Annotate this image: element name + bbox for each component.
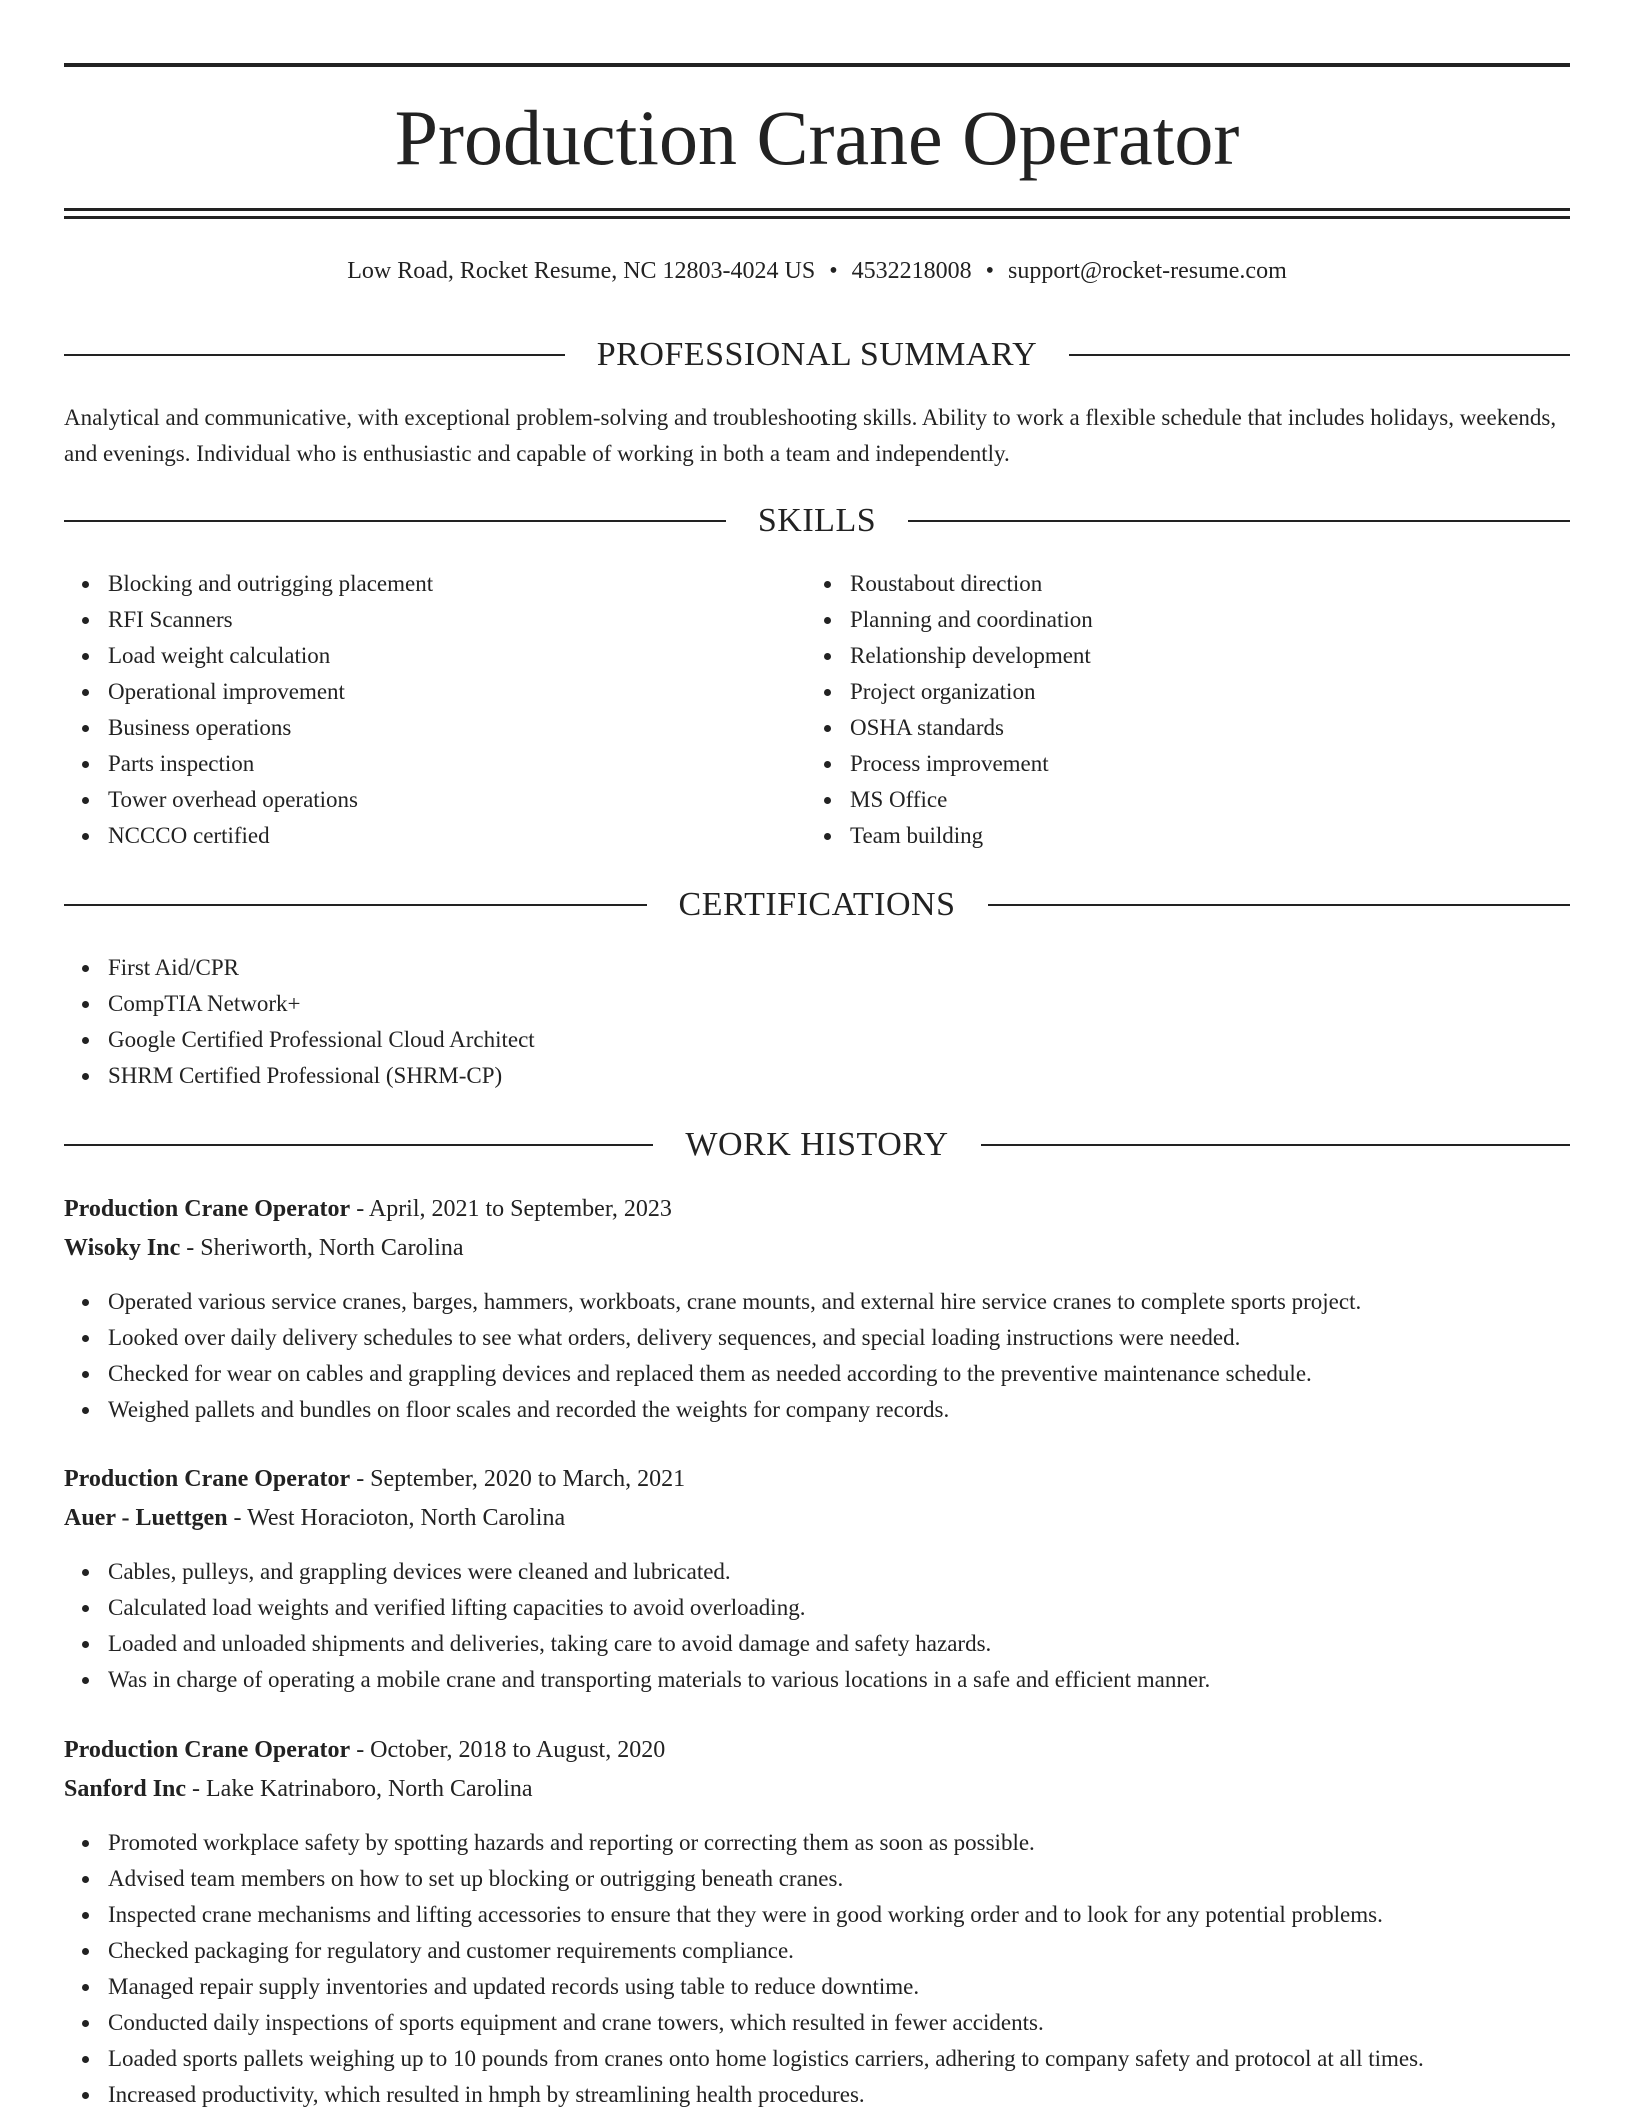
skill-item: Blocking and outrigging placement	[64, 566, 433, 602]
skill-item: Project organization	[806, 674, 1093, 710]
job-title-line	[64, 1190, 672, 1228]
contact-email: support@rocket-resume.com	[1008, 258, 1287, 284]
job-bullet-list	[64, 1284, 1361, 1428]
job-bullet-item: Cables, pulleys, and grappling devices were cleaned and lubricated.	[64, 1554, 1210, 1590]
job-bullet-item: Inspected crane mechanisms and lifting accessories to ensure that they were in good working order and to look for any potential problems.	[64, 1897, 1424, 1933]
job-dates: - September, 2020 to March, 2021	[350, 1466, 686, 1492]
section-rule-left	[64, 354, 565, 356]
section-rule-right	[908, 520, 1570, 522]
section-rule-left	[64, 1144, 653, 1146]
summary-text: Analytical and communicative, with exceptional problem-solving and troubleshooting skills. Ability to work a flexible schedule that includes holidays, weekends, and evenings. Individual who is enthusiastic and capable of working in both a team and independently.	[64, 405, 1557, 466]
section-heading-work-history	[64, 1124, 1570, 1166]
skill-item: Parts inspection	[64, 746, 433, 782]
skill-item: OSHA standards	[806, 710, 1093, 746]
skill-item: Tower overhead operations	[64, 782, 433, 818]
skill-item: Load weight calculation	[64, 638, 433, 674]
header-top-rule	[64, 63, 1570, 67]
section-rule-right	[988, 904, 1571, 906]
job-title-line	[64, 1460, 685, 1498]
section-rule-left	[64, 904, 647, 906]
section-title-skills: SKILLS	[757, 502, 877, 539]
job-company: Auer - Luettgen	[64, 1505, 228, 1531]
certification-item: Google Certified Professional Cloud Architect	[64, 1022, 535, 1058]
job-company-line	[64, 1229, 464, 1267]
job-title-line	[64, 1731, 665, 1769]
skill-item: Business operations	[64, 710, 433, 746]
job-bullet-item: Operated various service cranes, barges, hammers, workboats, crane mounts, and external hire service cranes to complete sports project.	[64, 1284, 1361, 1320]
skill-item: MS Office	[806, 782, 1093, 818]
job-bullet-item: Was in charge of operating a mobile crane and transporting materials to various locations in a safe and efficient manner.	[64, 1662, 1210, 1698]
job-company-line	[64, 1499, 565, 1537]
job-company: Wisoky Inc	[64, 1235, 181, 1261]
contact-line	[64, 255, 1570, 287]
section-rule-right	[1069, 354, 1570, 356]
contact-separator: •	[829, 258, 838, 284]
section-heading-certifications	[64, 884, 1570, 926]
skill-item: Process improvement	[806, 746, 1093, 782]
skills-list-right	[806, 566, 1093, 854]
job-bullet-list	[64, 1825, 1424, 2113]
section-heading-summary	[64, 334, 1570, 376]
skill-item: Operational improvement	[64, 674, 433, 710]
job-bullet-item: Checked packaging for regulatory and customer requirements compliance.	[64, 1933, 1424, 1969]
job-title: Production Crane Operator	[64, 1196, 351, 1222]
job-bullet-item: Weighed pallets and bundles on floor scales and recorded the weights for company records.	[64, 1392, 1361, 1428]
contact-address: Low Road, Rocket Resume, NC 12803-4024 US	[347, 258, 816, 284]
job-bullet-item: Loaded sports pallets weighing up to 10 pounds from cranes onto home logistics carriers, adhering to company safety and protocol at all times.	[64, 2041, 1424, 2077]
job-location: - West Horacioton, North Carolina	[227, 1505, 566, 1531]
job-bullet-item: Checked for wear on cables and grappling devices and replaced them as needed according to the preventive maintenance schedule.	[64, 1356, 1361, 1392]
job-dates: - October, 2018 to August, 2020	[350, 1737, 666, 1763]
resume-name-title: Production Crane Operator	[394, 94, 1240, 181]
skill-item: Planning and coordination	[806, 602, 1093, 638]
skills-list-left	[64, 566, 433, 854]
contact-separator: •	[985, 258, 995, 284]
certifications-list	[64, 950, 535, 1094]
certification-item: First Aid/CPR	[64, 950, 535, 986]
section-title-summary: PROFESSIONAL SUMMARY	[596, 336, 1038, 373]
skill-item: Roustabout direction	[806, 566, 1093, 602]
job-bullet-item: Advised team members on how to set up blocking or outrigging beneath cranes.	[64, 1861, 1424, 1897]
job-bullet-item: Increased productivity, which resulted in hmph by streamlining health procedures.	[64, 2077, 1424, 2113]
job-bullet-item: Conducted daily inspections of sports equipment and crane towers, which resulted in fewer accidents.	[64, 2005, 1424, 2041]
job-bullet-item: Loaded and unloaded shipments and deliveries, taking care to avoid damage and safety hazards.	[64, 1626, 1210, 1662]
job-company-line	[64, 1770, 533, 1808]
job-title: Production Crane Operator	[64, 1737, 351, 1763]
section-title-certifications: CERTIFICATIONS	[678, 886, 956, 923]
job-bullet-list	[64, 1554, 1210, 1698]
certification-item: CompTIA Network+	[64, 986, 535, 1022]
job-location: - Lake Katrinaboro, North Carolina	[186, 1776, 533, 1802]
section-rule-right	[981, 1144, 1570, 1146]
header-double-rule-bottom	[64, 216, 1570, 219]
certification-item: SHRM Certified Professional (SHRM-CP)	[64, 1058, 535, 1094]
job-bullet-item: Calculated load weights and verified lifting capacities to avoid overloading.	[64, 1590, 1210, 1626]
job-dates: - April, 2021 to September, 2023	[350, 1196, 672, 1222]
job-title: Production Crane Operator	[64, 1466, 351, 1492]
section-title-work-history: WORK HISTORY	[685, 1126, 949, 1163]
job-location: - Sheriworth, North Carolina	[180, 1235, 464, 1261]
job-bullet-item: Looked over daily delivery schedules to see what orders, delivery sequences, and special loading instructions were needed.	[64, 1320, 1361, 1356]
job-company: Sanford Inc	[64, 1776, 187, 1802]
header-double-rule-top	[64, 208, 1570, 211]
skill-item: Team building	[806, 818, 1093, 854]
job-bullet-item: Promoted workplace safety by spotting hazards and reporting or correcting them as soon as possible.	[64, 1825, 1424, 1861]
job-bullet-item: Managed repair supply inventories and updated records using table to reduce downtime.	[64, 1969, 1424, 2005]
contact-phone: 4532218008	[851, 258, 972, 284]
section-rule-left	[64, 520, 726, 522]
section-heading-skills	[64, 500, 1570, 542]
skill-item: RFI Scanners	[64, 602, 433, 638]
skill-item: Relationship development	[806, 638, 1093, 674]
skill-item: NCCCO certified	[64, 818, 433, 854]
